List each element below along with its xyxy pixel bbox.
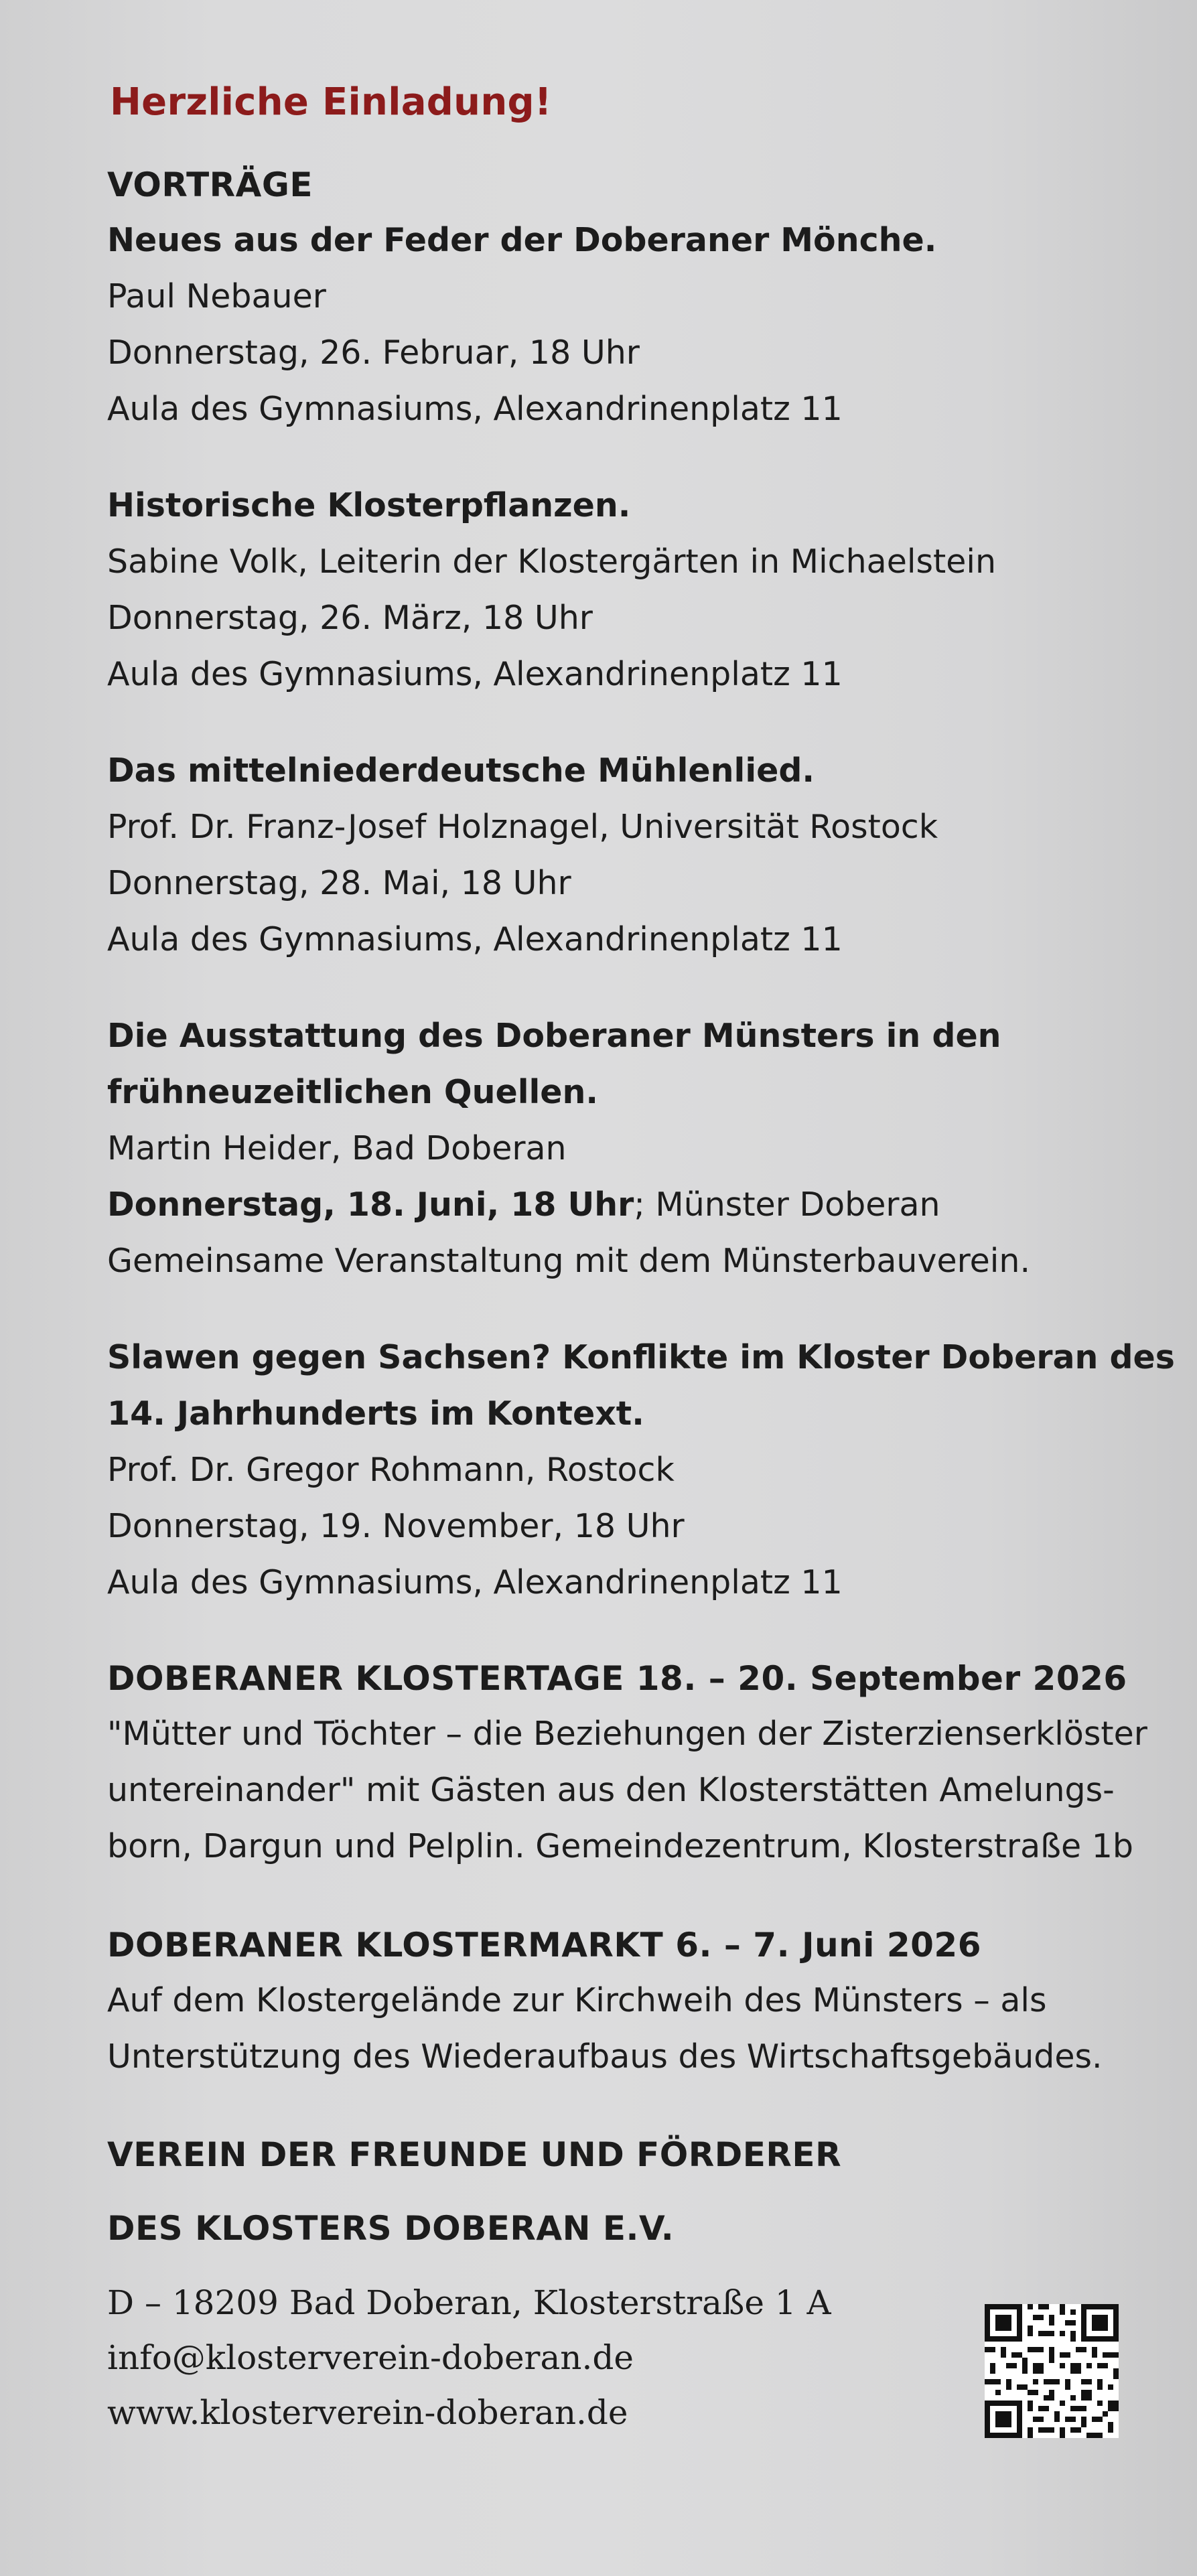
klostertage-line: untereinander" mit Gästen aus den Klosterstätten Amelungs-: [107, 1771, 1115, 1809]
lecture-title: Historische Klosterpflanzen.: [107, 486, 631, 524]
klostermarkt-line: Unterstützung des Wiederaufbaus des Wirtschaftsgebäudes.: [107, 2037, 1103, 2076]
lecture-date: Donnerstag, 28. Mai, 18 Uhr: [107, 864, 571, 902]
association-line: DES KLOSTERS DOBERAN E.V.: [107, 2209, 675, 2248]
association-line: VEREIN DER FREUNDE UND FÖRDERER: [107, 2135, 842, 2174]
lecture-title-continued: 14. Jahrhunderts im Kontext.: [107, 1394, 644, 1433]
contact-address: D – 18209 Bad Doberan, Klosterstraße 1 A: [107, 2283, 831, 2322]
contact-email[interactable]: info@klosterverein-doberan.de: [107, 2338, 634, 2377]
lecture-speaker: Sabine Volk, Leiterin der Klostergärten in Michaelstein: [107, 543, 997, 581]
klostermarkt-line: Auf dem Klostergelände zur Kirchweih des Münsters – als: [107, 1981, 1047, 2019]
contact-website[interactable]: www.klosterverein-doberan.de: [107, 2393, 628, 2432]
lecture-date: Donnerstag, 19. November, 18 Uhr: [107, 1507, 685, 1545]
lecture-location: Aula des Gymnasiums, Alexandrinenplatz 11: [107, 1563, 843, 1601]
lecture-title: Die Ausstattung des Doberaner Münsters in den: [107, 1017, 1001, 1055]
lecture-speaker: Prof. Dr. Franz-Josef Holznagel, Universität Rostock: [107, 808, 938, 846]
lecture-item: [107, 743, 1152, 968]
lecture-speaker: Prof. Dr. Gregor Rohmann, Rostock: [107, 1451, 675, 1489]
lecture-speaker: Martin Heider, Bad Doberan: [107, 1129, 567, 1167]
lecture-title: Neues aus der Feder der Doberaner Mönche.: [107, 221, 937, 259]
klostertage-line: born, Dargun und Pelplin. Gemeindezentrum, Klosterstraße 1b: [107, 1827, 1133, 1865]
klostertage-heading: DOBERANER KLOSTERTAGE 18. – 20. September 2026: [107, 1659, 1127, 1698]
lecture-title: Slawen gegen Sachsen? Konflikte im Kloster Doberan des: [107, 1338, 1175, 1376]
qr-code-icon: [985, 2304, 1119, 2438]
lecture-item: [107, 1008, 1152, 1289]
lecture-speaker: Paul Nebauer: [107, 277, 326, 315]
lecture-item: [107, 1330, 1175, 1611]
lectures-heading: VORTRÄGE: [107, 165, 313, 204]
klostertage-section: [107, 1651, 1152, 1875]
lecture-date: Donnerstag, 18. Juni, 18 Uhr: [107, 1186, 634, 1224]
page-title: Herzliche Einladung!: [110, 80, 552, 124]
lecture-item: [107, 478, 1152, 703]
klostermarkt-section: [107, 1918, 1152, 2085]
lecture-title-continued: frühneuzeitlichen Quellen.: [107, 1073, 599, 1111]
association-name: [107, 2128, 1152, 2255]
lecture-date: Donnerstag, 26. März, 18 Uhr: [107, 599, 593, 637]
klostertage-line: "Mütter und Töchter – die Beziehungen der Zisterzienserklöster: [107, 1715, 1147, 1753]
lecture-date-line: [107, 1177, 1152, 1233]
lecture-date: Donnerstag, 26. Februar, 18 Uhr: [107, 334, 640, 372]
lecture-location: Aula des Gymnasiums, Alexandrinenplatz 11: [107, 390, 843, 428]
lecture-location: Aula des Gymnasiums, Alexandrinenplatz 11: [107, 920, 843, 958]
lecture-title: Das mittelniederdeutsche Mühlenlied.: [107, 752, 815, 790]
invitation-page: [107, 80, 1175, 2440]
klostermarkt-heading: DOBERANER KLOSTERMARKT 6. – 7. Juni 2026: [107, 1926, 981, 1964]
lecture-location: Aula des Gymnasiums, Alexandrinenplatz 11: [107, 655, 843, 693]
lecture-location: Gemeinsame Veranstaltung mit dem Münsterbauverein.: [107, 1242, 1031, 1280]
lecture-item: [107, 212, 1152, 437]
lecture-venue: ; Münster Doberan: [634, 1186, 940, 1224]
